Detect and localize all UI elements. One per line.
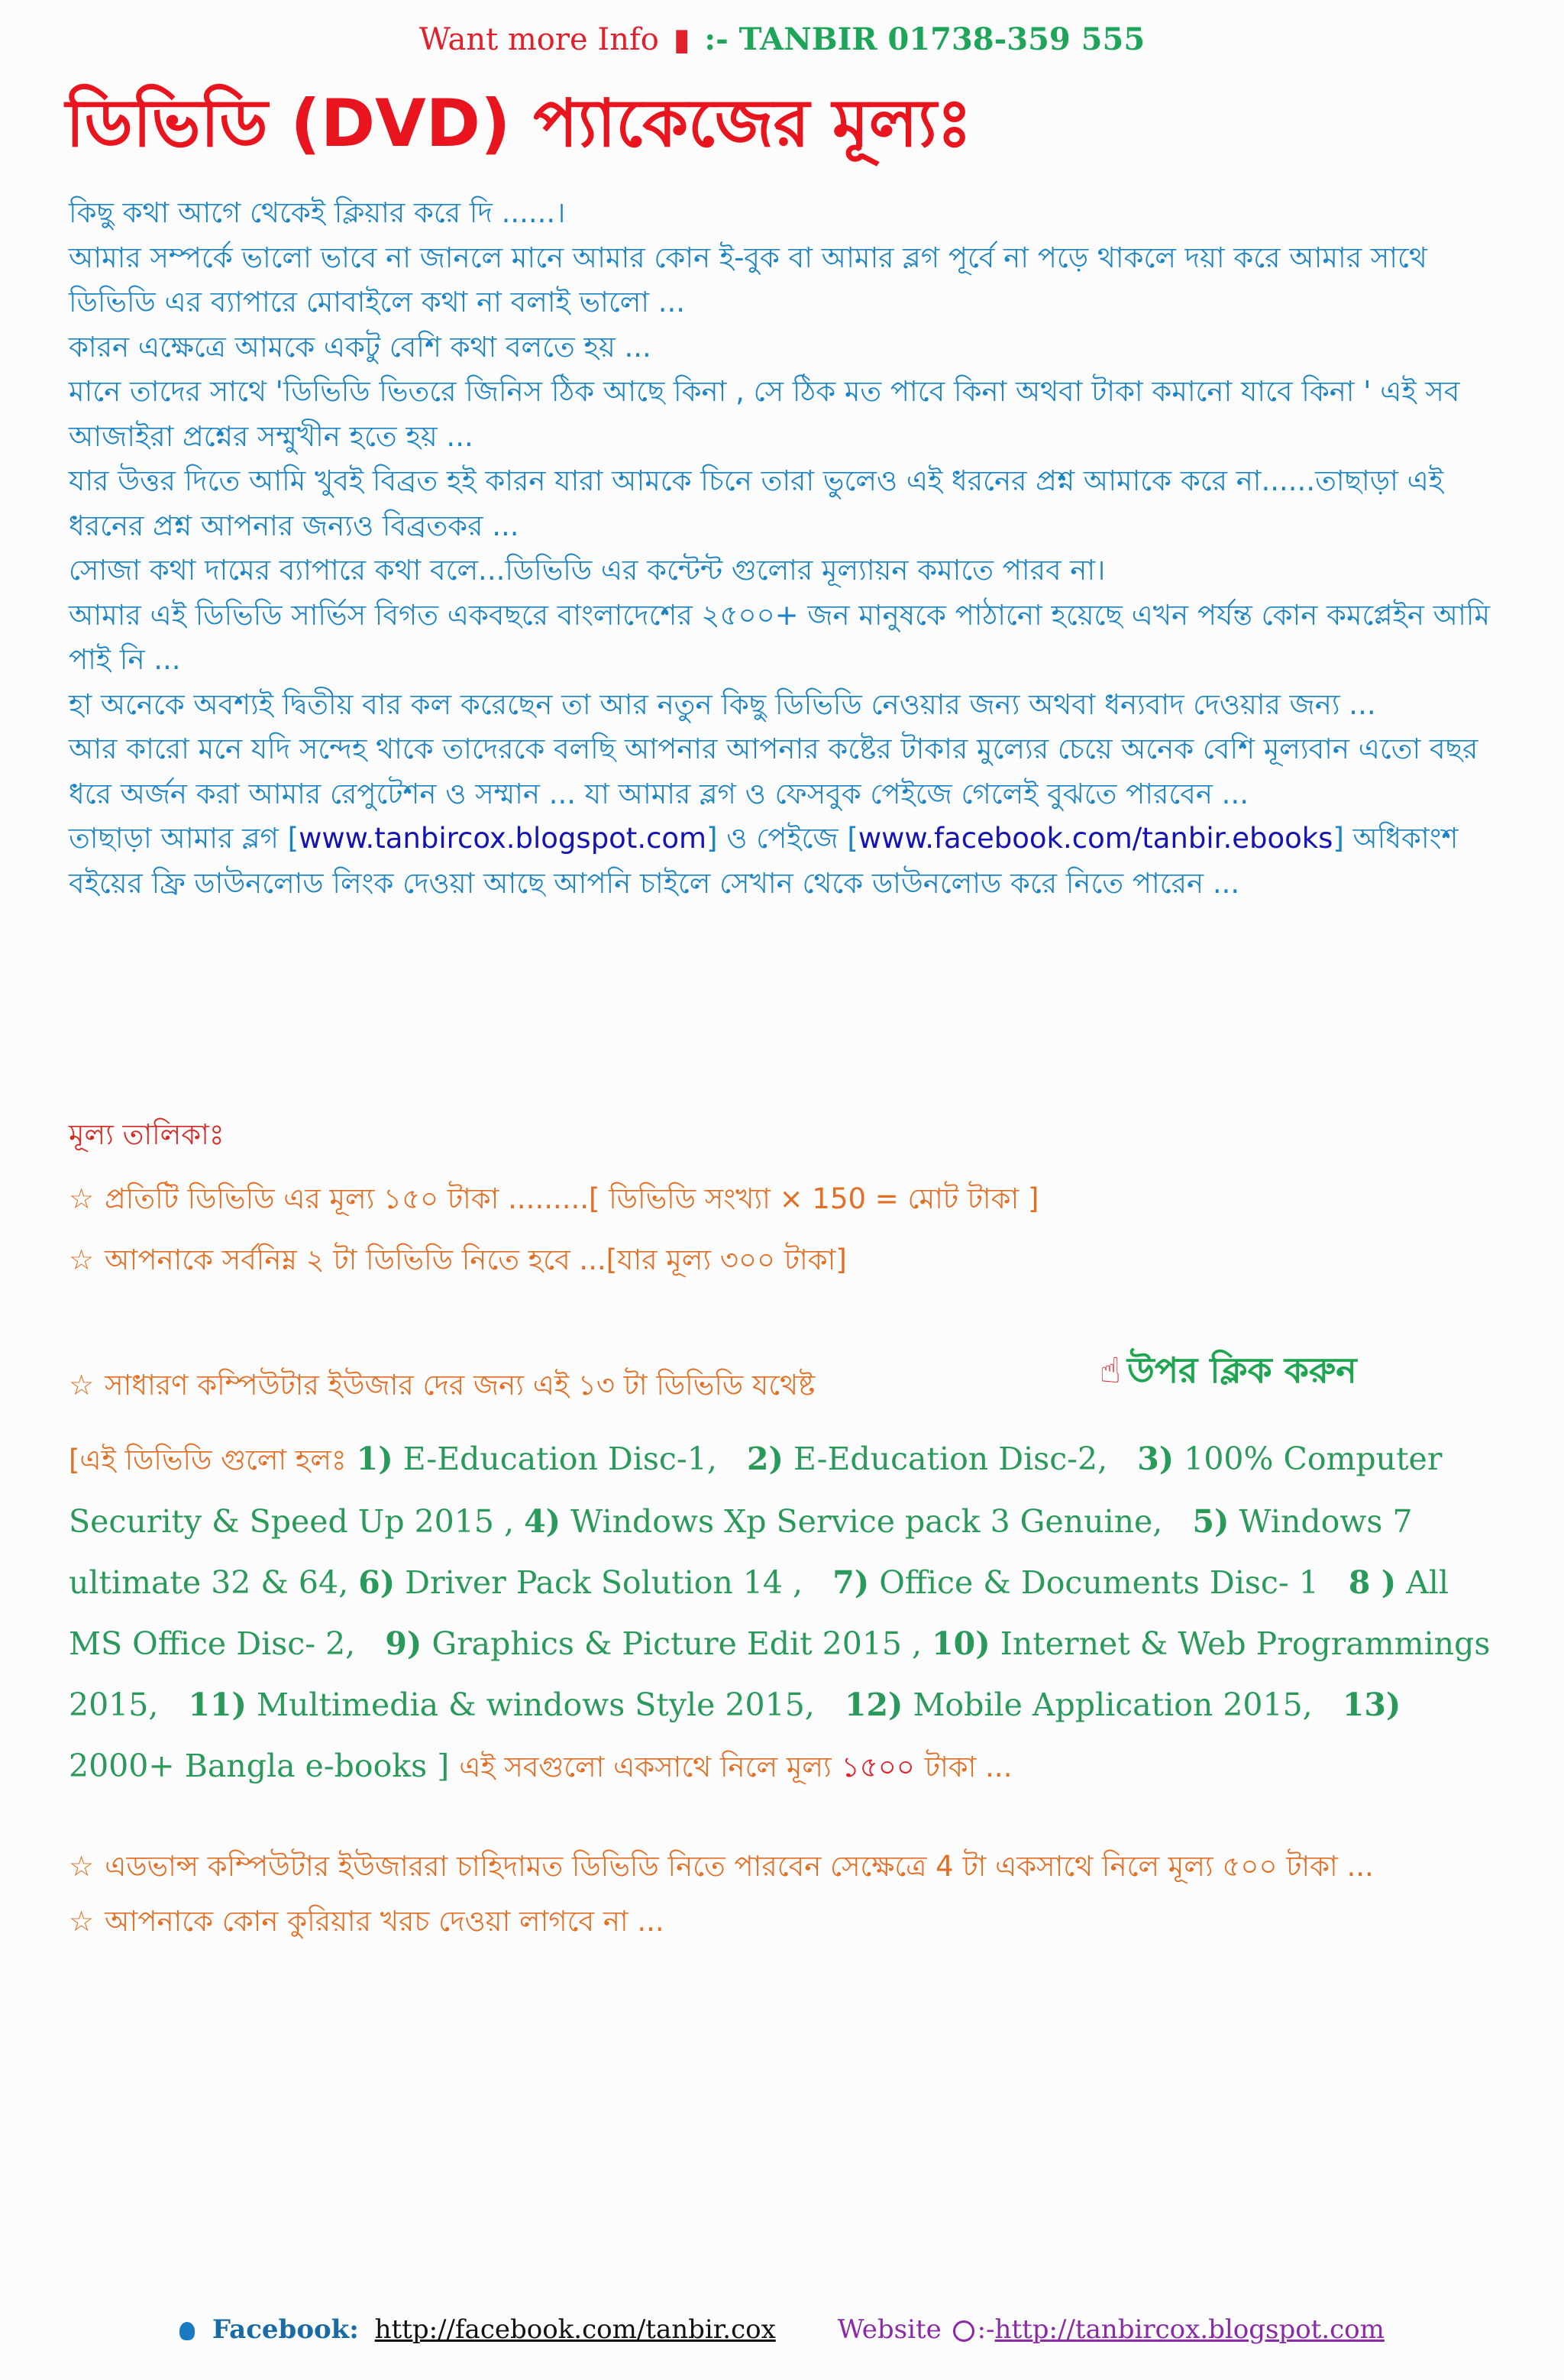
dvd-num: 12) [844,1686,903,1723]
intro-line: যার উত্তর দিতে আমি খুবই বিব্রত হই কারন যারা আমকে চিনে তারা ভুলেও এই ধরনের প্রশ্ন আমাকে করে না......তাছাড়া এই ধরনের প্রশ্ন আপনার জন্যও বিব্রতকর ... [69,464,1444,542]
footer-facebook-label: Facebook: [212,2314,359,2345]
dvd-name[interactable]: E-Education Disc-1, [402,1441,717,1477]
star-icon: ☆ [69,1243,95,1276]
intro-line: হা অনেকে অবশ্যই দ্বিতীয় বার কল করেছেন তা আর নতুন কিছু ডিভিডি নেওয়ার জন্য অথবা ধন্যবাদ দেওয়ার জন্য ... [69,687,1376,721]
price-list-heading: মূল্য তালিকাঃ [69,1118,225,1151]
advanced-list [69,1844,1504,1945]
dvd-name[interactable]: Windows Xp Service pack 3 Genuine, [570,1503,1163,1540]
dvd-num: 4) [524,1503,561,1540]
footer-website-link[interactable]: http://tanbircox.blogspot.com [994,2314,1385,2345]
intro-text [69,191,1504,906]
dvd-name[interactable]: E-Education Disc-2, [793,1441,1108,1477]
facebook-page-link[interactable]: www.facebook.com/tanbir.ebooks [858,822,1333,855]
blog-link[interactable]: www.tanbircox.blogspot.com [299,822,707,855]
footer-facebook-link[interactable]: http://facebook.com/tanbir.cox [374,2314,776,2345]
price-item [69,1169,1504,1230]
advanced-item-text: এডভান্স কম্পিউটার ইউজাররা চাহিদামত ডিভিডি নিতে পারবেন সেক্ষেত্রে 4 টা একসাথে নিলে মূল্য ৫০০ টাকা ... [105,1850,1374,1883]
dvd-name[interactable]: Internet & Web Programmings 2015, [69,1625,1491,1723]
dvd-name[interactable]: Graphics & Picture Edit 2015 , [431,1625,923,1662]
dvd-list-prefix: [এই ডিভিডি গুলো হলঃ [69,1444,347,1476]
dvd-total-price: ১৫০০ [841,1751,915,1783]
advanced-item [69,1899,1504,1945]
intro-line: মানে তাদের সাথে 'ডিভিডি ভিতরে জিনিস ঠিক আছে কিনা , সে ঠিক মত পাবে কিনা অথবা টাকা কমানো যাবে কিনা ' এই সব আজাইরা প্রশ্নের সম্মুখীন হতে হয় ... [69,375,1460,453]
dvd-name[interactable]: All MS Office Disc- 2, [69,1564,1449,1662]
pointing-hand-icon: ☝ [1100,1350,1122,1391]
intro-line: আমার এই ডিভিডি সার্ভিস বিগত একবছরে বাংলাদেশের ২৫০০+ জন মানুষকে পাঠানো হয়েছে এখন পর্যন্ত কোন কমপ্লেইন আমি পাই নি ... [69,598,1490,676]
dvd-num: 2) [746,1441,784,1477]
dvd-name[interactable]: Driver Pack Solution 14 , [405,1564,803,1601]
dvd-num: 1) [356,1441,393,1477]
dvd-num: 6) [358,1564,396,1601]
footer [0,2314,1564,2345]
intro-line: কিছু কথা আগে থেকেই ক্লিয়ার করে দি ......। [69,196,566,229]
click-note[interactable] [1100,1344,1357,1402]
advanced-item [69,1844,1504,1890]
general-users-text: সাধারণ কম্পিউটার ইউজার দের জন্য এই ১৩ টা ডিভিডি যথেষ্ট [105,1369,816,1402]
price-item-text: আপনাকে সর্বনিম্ন ২ টা ডিভিডি নিতে হবে ...[যার মূল্য ৩০০ টাকা] [105,1243,847,1276]
star-icon: ☆ [69,1905,95,1938]
header-contact [0,21,1564,57]
dvd-name[interactable]: Office & Documents Disc- 1 [879,1564,1319,1601]
price-list [69,1169,1504,1291]
price-item [69,1230,1504,1291]
dvd-list [69,1428,1504,1798]
bulb-icon [179,2322,195,2340]
dvd-name[interactable]: Mobile Application 2015, [913,1686,1313,1723]
dvd-total-post: টাকা ... [924,1751,1013,1783]
globe-icon [953,2320,974,2342]
intro-line: সোজা কথা দামের ব্যাপারে কথা বলে...ডিভিডি এর কন্টেন্ট গুলোর মূল্যায়ন কমাতে পারব না। [69,554,1106,587]
intro-links-pre: তাছাড়া আমার ব্লগ [ [69,822,299,855]
dvd-num: 7) [832,1564,870,1601]
footer-website-label: Website [837,2314,942,2345]
dvd-num: 8 ) [1348,1564,1397,1601]
dvd-name[interactable]: Multimedia & windows Style 2015, [257,1686,815,1723]
dvd-num: 11) [188,1686,247,1723]
dvd-num: 9) [385,1625,422,1662]
advanced-item-text: আপনাকে কোন কুরিয়ার খরচ দেওয়া লাগবে না ... [105,1905,664,1938]
intro-line: কারন এক্ষেত্রে আমকে একটু বেশি কথা বলতে হয় ... [69,330,651,364]
dvd-num: 13) [1342,1686,1401,1723]
star-icon: ☆ [69,1850,95,1883]
header-contact-text: :- TANBIR 01738-359 555 [704,21,1146,57]
dvd-name[interactable]: Windows 7 ultimate 32 & 64, [69,1503,1413,1601]
intro-links-mid: ] ও পেইজে [ [706,822,858,855]
dvd-name[interactable]: 100% Computer Security & Speed Up 2015 , [69,1441,1443,1540]
star-icon: ☆ [69,1369,95,1402]
mobile-phone-icon: ▮ [673,22,690,57]
footer-website-sep: :- [977,2314,995,2345]
dvd-total-pre: এই সবগুলো একসাথে নিলে মূল্য [459,1751,832,1783]
intro-line: আমার সম্পর্কে ভালো ভাবে না জানলে মানে আমার কোন ই-বুক বা আমার ব্লগ পূর্বে না পড়ে থাকলে দয়া করে আমার সাথে ডিভিডি এর ব্যাপারে মোবাইলে কথা না বলাই ভালো ... [69,241,1427,319]
click-note-text: উপর ক্লিক করুন [1127,1350,1357,1391]
intro-links-post: ] অধিকাংশ বইয়ের ফ্রি ডাউনলোড লিংক দেওয়া আছে আপনি চাইলে সেখান থেকে ডাউনলোড করে নিতে পারেন ... [69,822,1459,900]
dvd-name[interactable]: 2000+ Bangla e-books ] [69,1748,450,1784]
dvd-num: 5) [1192,1503,1230,1540]
star-icon: ☆ [69,1182,95,1215]
intro-links-line [69,817,1504,906]
dvd-num: 3) [1137,1441,1175,1477]
intro-line: আর কারো মনে যদি সন্দেহ থাকে তাদেরকে বলছি আপনার আপনার কষ্টের টাকার মুল্যের চেয়ে অনেক বেশি মূল্যবান এতো বছর ধরে অর্জন করা আমার রেপুটেশন ও সম্মান ... যা আমার ব্লগ ও ফেসবুক পেইজে গেলেই বুঝতে পারবেন ... [69,732,1478,810]
price-item-text: প্রতিটি ডিভিডি এর মূল্য ১৫০ টাকা .........[ ডিভিডি সংখ্যা × 150 = মোট টাকা ] [105,1182,1039,1215]
header-lead: Want more Info [418,22,659,57]
page-title: ডিভিডি (DVD) প্যাকেজের মূল্যঃ [66,86,972,162]
dvd-num: 10) [932,1625,990,1662]
